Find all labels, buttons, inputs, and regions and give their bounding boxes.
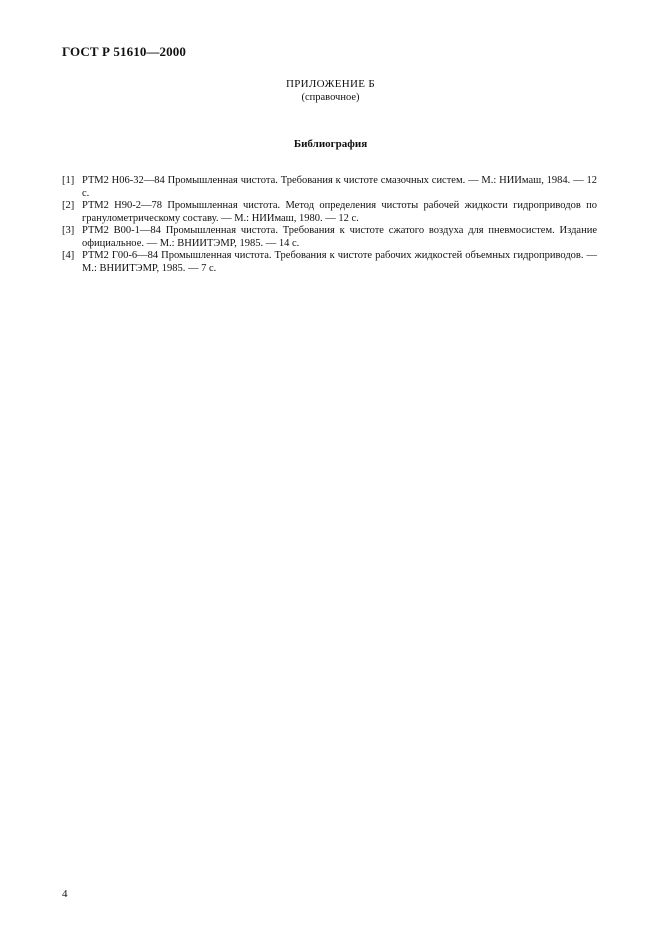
bibliography-item-4 [62,250,597,275]
appendix-title: ПРИЛОЖЕНИЕ Б [286,78,375,90]
bibliography-list [62,175,597,275]
appendix-heading [0,78,661,104]
bibliography-text: РТМ2 Н90-2—78 Промышленная чистота. Метод определения чистоты рабочей жидкости гидроприводов по гранулометрическому составу. — М.: НИИмаш, 1980. — 12 с. [82,200,597,224]
bibliography-item-2 [62,200,597,225]
bibliography-number: [2] [62,200,75,211]
bibliography-text: РТМ2 Г00-6—84 Промышленная чистота. Требования к чистоте рабочих жидкостей объемных гидроприводов. — М.: ВНИИТЭМР, 1985. — 7 с. [82,250,597,274]
bibliography-number: [3] [62,225,75,236]
bibliography-text: РТМ2 Н06-32—84 Промышленная чистота. Требования к чистоте смазочных систем. — М.: НИИмаш, 1984. — 12 с. [82,175,597,199]
appendix-subtitle: (справочное) [301,92,360,103]
bibliography-text: РТМ2 В00-1—84 Промышленная чистота. Требования к чистоте сжатого воздуха для пневмосистем. Издание официальное. — М.: ВНИИТЭМР, 1985. — 14 с. [82,225,597,249]
bibliography-number: [4] [62,250,75,261]
bibliography-item-1 [62,175,597,200]
section-title: Библиография [293,138,368,150]
bibliography-number: [1] [62,175,75,186]
page-number: 4 [62,888,68,900]
document-code: ГОСТ Р 51610—2000 [62,44,186,59]
bibliography-item-3 [62,225,597,250]
